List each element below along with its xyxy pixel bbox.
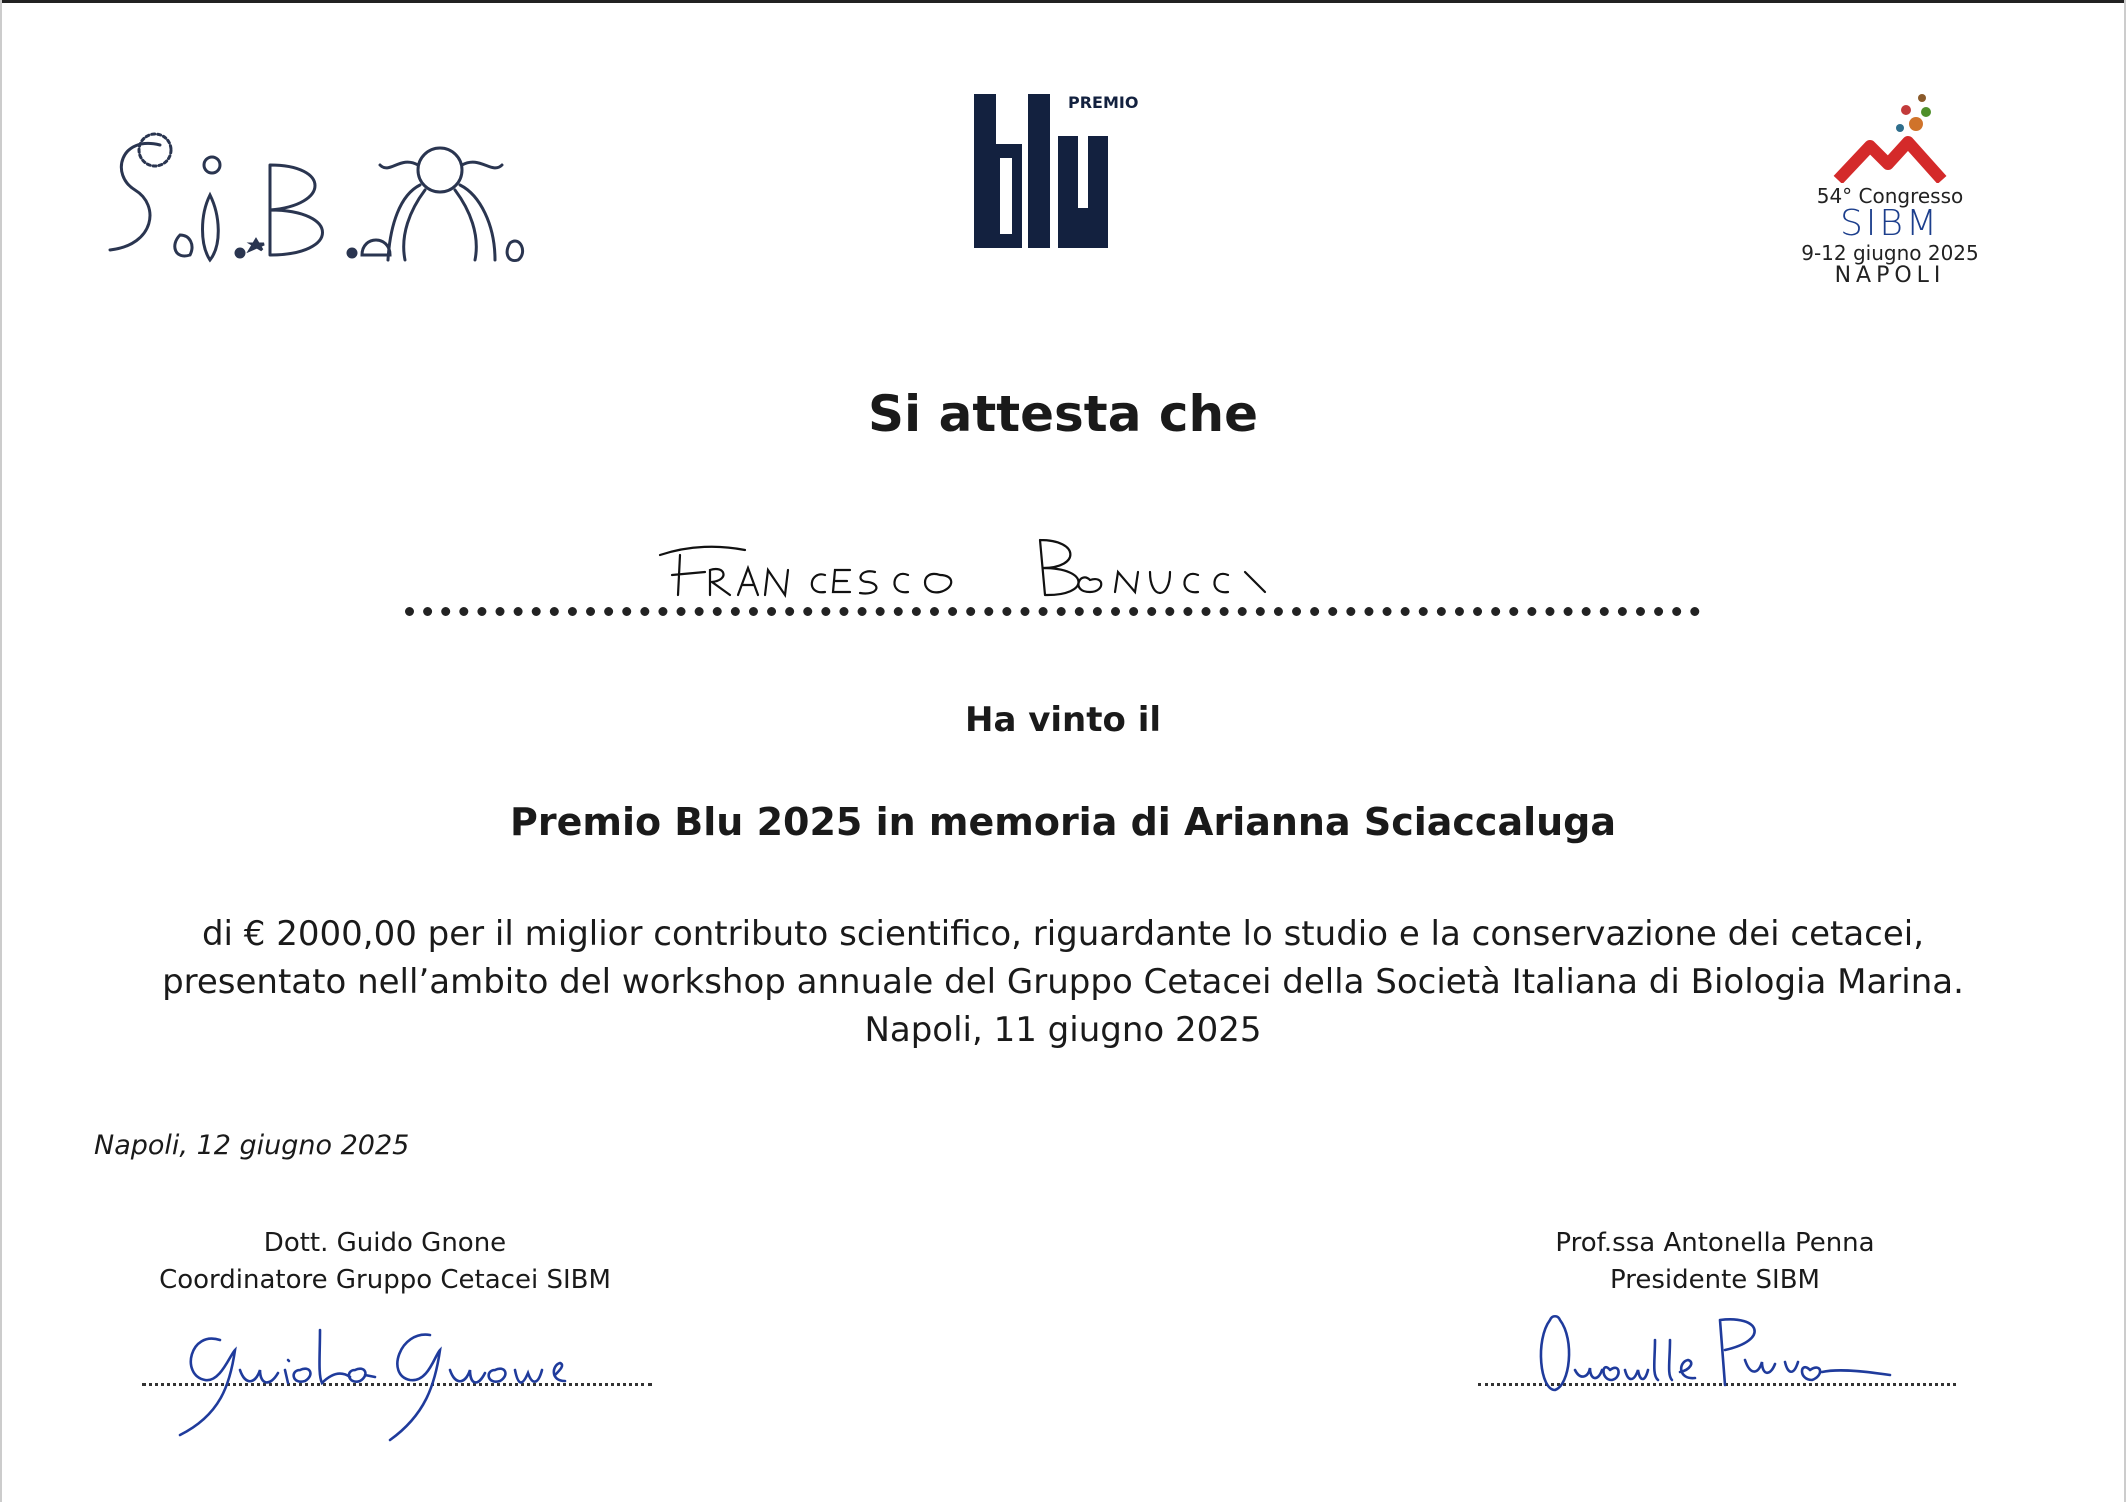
congress-dates: 9-12 giugno 2025 — [1801, 241, 1979, 265]
issue-place-date: Napoli, 12 giugno 2025 — [94, 1130, 410, 1161]
top-border — [0, 0, 2126, 3]
right-signature — [1530, 1300, 1900, 1410]
prize-title: Premio Blu 2025 in memoria di Arianna Sciaccaluga — [509, 800, 1617, 844]
congress-logo — [1790, 88, 1990, 308]
left-signature — [160, 1315, 680, 1445]
congress-edition: 54° Congresso — [1816, 184, 1964, 208]
certificate-body — [0, 910, 2126, 1054]
body-line-1: di € 2000,00 per il miglior contributo scientifico, riguardante lo studio e la conservazione dei cetacei, — [201, 914, 1925, 954]
body-line-2: presentato nell’ambito del workshop annuale del Gruppo Cetacei della Società Italiana di Biologia Marina. — [162, 962, 1964, 1002]
left-signatory — [130, 1225, 640, 1299]
premio-blu-logo — [970, 88, 1140, 253]
sibm-logo — [100, 125, 540, 275]
right-signatory-name: Prof.ssa Antonella Penna — [1555, 1228, 1875, 1258]
recipient-name-dotted-line — [405, 593, 1700, 616]
congress-name: SIBM — [1839, 203, 1941, 244]
left-signatory-role: Coordinatore Gruppo Cetacei SIBM — [159, 1265, 611, 1295]
left-edge — [0, 0, 2, 1502]
congress-city: NAPOLI — [1834, 263, 1946, 288]
certificate-heading: Si attesta che — [868, 385, 1258, 443]
premio-label: PREMIO — [1068, 93, 1139, 112]
right-signatory-role: Presidente SIBM — [1610, 1265, 1820, 1295]
right-signatory — [1490, 1225, 1940, 1299]
left-signatory-name: Dott. Guido Gnone — [263, 1228, 507, 1258]
won-text: Ha vinto il — [964, 700, 1161, 740]
vesuvius-mark — [1830, 88, 1950, 183]
body-line-3: Napoli, 11 giugno 2025 — [864, 1010, 1262, 1050]
